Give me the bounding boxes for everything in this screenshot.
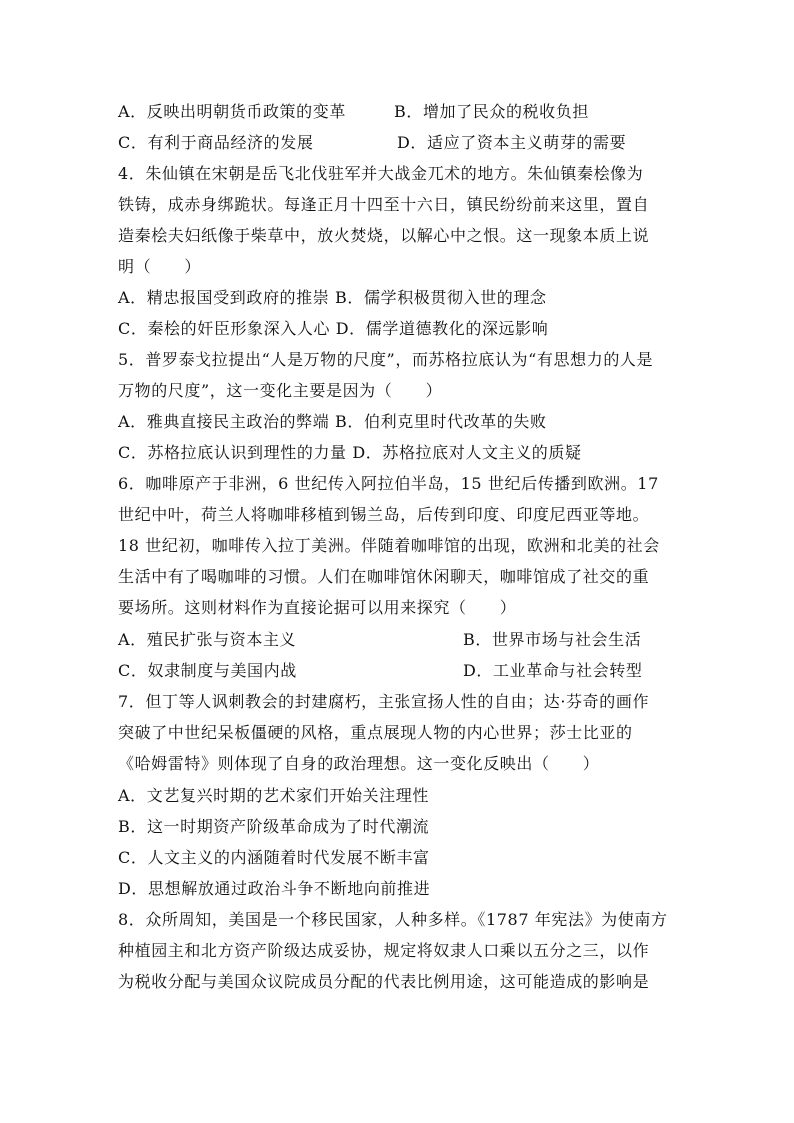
q5-options-cd: C．苏格拉底认识到理性的力量 D．苏格拉底对人文主义的质疑 — [118, 443, 582, 462]
q4-stem-line-4: 明（ ） — [118, 257, 202, 276]
q5-stem-line-1: 5．普罗泰戈拉提出“人是万物的尺度”，而苏格拉底认为“有思想力的人是 — [118, 350, 654, 369]
q3-option-c: C．有利于商品经济的发展 — [118, 133, 314, 152]
q6-stem-line-3: 18 世纪初，咖啡传入拉丁美洲。伴随着咖啡馆的出现，欧洲和北美的社会 — [118, 536, 660, 555]
q3-option-d: D．适应了资本主义萌芽的需要 — [397, 133, 627, 152]
q6-stem-line-4: 生活中有了喝咖啡的习惯。人们在咖啡馆休闲聊天，咖啡馆成了社交的重 — [118, 567, 650, 586]
q3-option-a: A．反映出明朝货币政策的变革 — [118, 102, 346, 121]
q5-options-ab: A．雅典直接民主政治的弊端 B．伯利克里时代改革的失败 — [118, 412, 547, 431]
q4-options-cd: C．秦桧的奸臣形象深入人心 D．儒学道德教化的深远影响 — [118, 319, 549, 338]
q8-stem-line-1: 8．众所周知，美国是一个移民国家，人种多样。《1787 年宪法》为使南方 — [118, 910, 668, 929]
q6-option-c: C．奴隶制度与美国内战 — [118, 661, 297, 680]
q6-stem-line-1: 6．咖啡原产于非洲，6 世纪传入阿拉伯半岛，15 世纪后传播到欧洲。17 — [118, 474, 659, 493]
q7-option-c: C．人文主义的内涵随着时代发展不断丰富 — [118, 848, 430, 867]
q7-option-b: B．这一时期资产阶级革命成为了时代潮流 — [118, 817, 430, 836]
q3-option-b: B．增加了民众的税收负担 — [394, 102, 589, 121]
q7-option-a: A．文艺复兴时期的艺术家们开始关注理性 — [118, 786, 429, 805]
q4-options-ab: A．精忠报国受到政府的推崇 B．儒学积极贯彻入世的理念 — [118, 288, 547, 307]
q4-stem-line-1: 4．朱仙镇在宋朝是岳飞北伐驻军并大战金兀术的地方。朱仙镇秦桧像为 — [118, 164, 644, 183]
q4-stem-line-3: 造秦桧夫妇纸像于柴草中，放火焚烧，以解心中之恨。这一现象本质上说 — [118, 226, 650, 245]
q6-option-a: A．殖民扩张与资本主义 — [118, 630, 297, 649]
q6-stem-line-2: 世纪中叶，荷兰人将咖啡移植到锡兰岛，后传到印度、印度尼西亚等地。 — [118, 505, 650, 524]
q8-stem-line-3: 为税收分配与美国众议院成员分配的代表比例用途，这可能造成的影响是 — [118, 972, 650, 991]
q8-stem-line-2: 种植园主和北方资产阶级达成妥协，规定将奴隶人口乘以五分之三，以作 — [118, 941, 650, 960]
q7-stem-line-3: 《哈姆雷特》则体现了自身的政治理想。这一变化反映出（ ） — [118, 754, 600, 773]
q6-option-b: B．世界市场与社会生活 — [463, 630, 642, 649]
q5-stem-line-2: 万物的尺度”，这一变化主要是因为（ ） — [118, 381, 443, 400]
q7-stem-line-2: 突破了中世纪呆板僵硬的风格，重点展现人物的内心世界；莎士比亚的 — [118, 723, 633, 742]
q6-option-d: D．工业革命与社会转型 — [463, 661, 643, 680]
q4-stem-line-2: 铁铸，成赤身绑跪状。每逢正月十四至十六日，镇民纷纷前来这里，置自 — [118, 195, 650, 214]
q7-option-d: D．思想解放通过政治斗争不断地向前推进 — [118, 879, 431, 898]
q7-stem-line-1: 7．但丁等人讽刺教会的封建腐朽，主张宣扬人性的自由；达·芬奇的画作 — [118, 692, 650, 711]
q6-stem-line-5: 要场所。这则材料作为直接论据可以用来探究（ ） — [118, 598, 517, 617]
